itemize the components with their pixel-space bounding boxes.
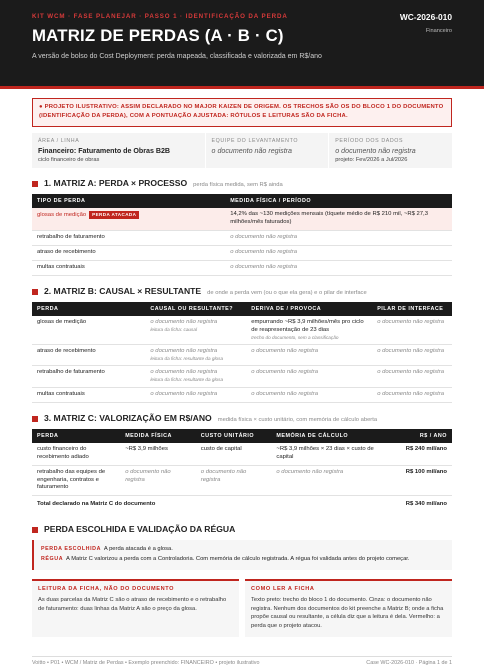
measure-cell: 14,2% das ~130 medições mensais (tíquete médio de R$ 210 mil, ~R$ 27,3 milhões/mês faturados) (225, 208, 452, 230)
page-subtitle: A versão de bolso do Cost Deployment: perda mapeada, classificada e valorizada em R$/ano (32, 53, 322, 60)
type-note: leitura da ficha: resultante da glosa (150, 355, 224, 361)
column-header: CAUSAL OU RESULTANTE? (145, 302, 246, 316)
meta-period: PERÍODO DOS DADOS o documento não registra projeto: Fev/2026 a Jul/2026 (335, 137, 416, 163)
type-note: leitura da ficha: resultante da glosa (150, 377, 224, 383)
measure-cell: o documento não registra (225, 230, 452, 245)
loss-name: custo financeiro do recebimento adiado (32, 443, 120, 465)
meta-team: EQUIPE DO LEVANTAMENTO o documento não registra (206, 133, 330, 168)
unit-cost-cell: o documento não registra (196, 465, 272, 496)
total-row (32, 496, 452, 512)
measure-cell: o documento não registra (225, 245, 452, 260)
measure-cell: o documento não registra (120, 465, 196, 496)
derives-cell: o documento não registra (246, 345, 372, 366)
section-title: 2. MATRIZ B: CAUSAL × RESULTANTE (44, 285, 202, 296)
reading-box (32, 579, 239, 637)
column-header: CUSTO UNITÁRIO (196, 429, 272, 443)
main-content (0, 98, 484, 637)
table-row (32, 260, 452, 275)
section-title: 3. MATRIZ C: VALORIZAÇÃO EM R$/ANO (44, 412, 212, 423)
column-header: TIPO DE PERDA (32, 194, 225, 208)
derives-note: trecho do documento, sem a classificação (251, 334, 339, 340)
column-header: DERIVA DE / PROVOCA (246, 302, 372, 316)
table-row (32, 443, 452, 465)
attacked-badge: PERDA ATACADA (89, 211, 139, 219)
column-header: MEMÓRIA DE CÁLCULO (271, 429, 389, 443)
column-header: MEDIDA FÍSICA (120, 429, 196, 443)
value-cell: R$ 240 mil/ano (389, 443, 452, 465)
table-row (32, 387, 452, 402)
loss-name: multas contratuais (32, 387, 145, 402)
table-row (32, 465, 452, 496)
pillar-cell: o documento não registra (372, 366, 452, 387)
how-to-read-box (245, 579, 452, 637)
derives-cell: o documento não registra (246, 366, 372, 387)
illustrative-alert: ● PROJETO ILUSTRATIVO: ASSIM DECLARADO NO MAJOR KAIZEN DE ORIGEM. OS TRECHOS SÃO OS DO BLOCO 1 DO DOCUMENTO (IDENTIFICAÇÃO DA PERDA), COM A PONTUAÇÃO AJUSTADA: RÓTULOS E LEITURAS SÃO DA FICHA. (32, 98, 452, 127)
matrix-b-table (32, 302, 452, 403)
table-row (32, 316, 452, 345)
type-cell: o documento não registra (145, 387, 246, 402)
header-accent-bar (0, 86, 484, 89)
box-title: LEITURA DA FICHA, NÃO DO DOCUMENTO (38, 586, 175, 593)
calc-cell: ~R$ 3,9 milhões × 23 dias × custo de capital (271, 443, 389, 465)
pillar-cell: o documento não registra (372, 387, 452, 402)
column-header: MEDIDA FÍSICA / PERÍODO (225, 194, 452, 208)
matrix-a-table (32, 194, 452, 276)
loss-name: glosas de medição (37, 211, 87, 218)
page-header (0, 0, 484, 86)
section-marker-icon (32, 181, 38, 187)
section-chosen (32, 524, 452, 534)
rule-text: A Matriz C valorizou a perda com a Controladoria. Com memória de cálculo registrada. A régua foi validada antes do projeto começar. (66, 556, 410, 563)
section-marker-icon (32, 527, 38, 533)
case-block (400, 12, 452, 34)
type-cell: o documento não registra (150, 348, 218, 354)
loss-name: retrabalho de faturamento (32, 366, 145, 387)
table-row (32, 208, 452, 230)
total-value: R$ 340 mil/ano (389, 496, 452, 512)
type-cell: o documento não registra (150, 369, 218, 376)
measure-cell: ~R$ 3,9 milhões (120, 443, 196, 465)
loss-name: retrabalho das equipes de engenharia, contratos e faturamento (32, 465, 120, 496)
section-matrix-b (32, 286, 452, 296)
loss-name: atraso de recebimento (32, 345, 145, 366)
case-id: WC-2026-010 (399, 12, 452, 22)
pillar-cell: o documento não registra (372, 345, 452, 366)
column-header: PERDA (32, 302, 145, 316)
info-boxes (32, 579, 452, 637)
pillar-cell: o documento não registra (372, 316, 452, 345)
header-kicker: KIT WCM · FASE PLANEJAR · PASSO 1 · IDENTIFICAÇÃO DA PERDA (32, 13, 288, 20)
column-header: PILAR DE INTERFACE (372, 302, 452, 316)
meta-strip (32, 133, 452, 168)
loss-name: glosas de medição (32, 316, 145, 345)
page-footer (32, 656, 452, 666)
section-title: 1. MATRIZ A: PERDA × PROCESSO (44, 177, 188, 188)
box-body: Texto preto: trecho do bloco 1 do documento. Cinza: o documento não registra. Nenhum dos documentos do kit preenche a Matriz B; onde a ficha propõe causal ou resultante, a célula diz que a leitura é dela. Vermelho: a perda que o projeto atacou. (251, 597, 444, 630)
unit-cost-cell: custo de capital (196, 443, 272, 465)
box-title: COMO LER A FICHA (251, 586, 315, 593)
chosen-loss-label: PERDA ESCOLHIDA (41, 546, 102, 553)
meta-area: ÁREA / LINHA Financeiro: Faturamento de Obras B2B ciclo financeiro de obras (32, 133, 206, 168)
measure-cell: o documento não registra (225, 260, 452, 275)
section-matrix-a (32, 178, 452, 188)
section-title: PERDA ESCOLHIDA E VALIDAÇÃO DA RÉGUA (44, 524, 236, 535)
table-row (32, 345, 452, 366)
column-header: PERDA (32, 429, 120, 443)
table-row (32, 366, 452, 387)
type-note: leitura da ficha: causal (150, 326, 198, 332)
section-hint: perda física medida, sem R$ ainda (193, 181, 283, 188)
department: Financeiro (425, 28, 452, 34)
rule-label: RÉGUA (41, 556, 64, 563)
footer-right: Case WC-2026-010 · Página 1 de 1 (366, 660, 452, 666)
table-row (32, 230, 452, 245)
calc-cell: o documento não registra (271, 465, 389, 496)
chosen-loss-text: A perda atacada é a glosa. (103, 546, 173, 553)
section-hint: medida física × custo unitário, com memória de cálculo aberta (217, 416, 378, 423)
derives-cell: o documento não registra (246, 387, 372, 402)
type-cell: o documento não registra (150, 318, 218, 325)
section-matrix-c (32, 413, 452, 423)
loss-name: atraso de recebimento (32, 245, 225, 260)
chosen-box (32, 540, 452, 570)
page-title: MATRIZ DE PERDAS (A · B · C) (32, 26, 284, 45)
column-header: R$ / ANO (389, 429, 452, 443)
matrix-c-table (32, 429, 452, 513)
loss-name: retrabalho de faturamento (32, 230, 225, 245)
box-body: As duas parcelas da Matriz C são o atraso de recebimento e o retrabalho de faturamento: duas linhas da Matriz A são o preço da glosa. (38, 597, 227, 612)
footer-left: Voitto • P01 • WCM / Matriz de Perdas • Exemplo preenchido: FINANCEIRO • projeto ilustrativo (32, 660, 260, 666)
value-cell: R$ 100 mil/ano (389, 465, 452, 496)
loss-name: multas contratuais (32, 260, 225, 275)
section-marker-icon (32, 416, 38, 422)
section-marker-icon (32, 289, 38, 295)
section-hint: de onde a perda vem (ou o que ela gera) e o pilar de interface (207, 289, 367, 296)
total-label: Total declarado na Matriz C do documento (32, 496, 389, 512)
table-row (32, 245, 452, 260)
derives-cell: empurrando ~R$ 3,9 milhões/mês pro ciclo de reapresentação de 23 dias (251, 318, 364, 333)
